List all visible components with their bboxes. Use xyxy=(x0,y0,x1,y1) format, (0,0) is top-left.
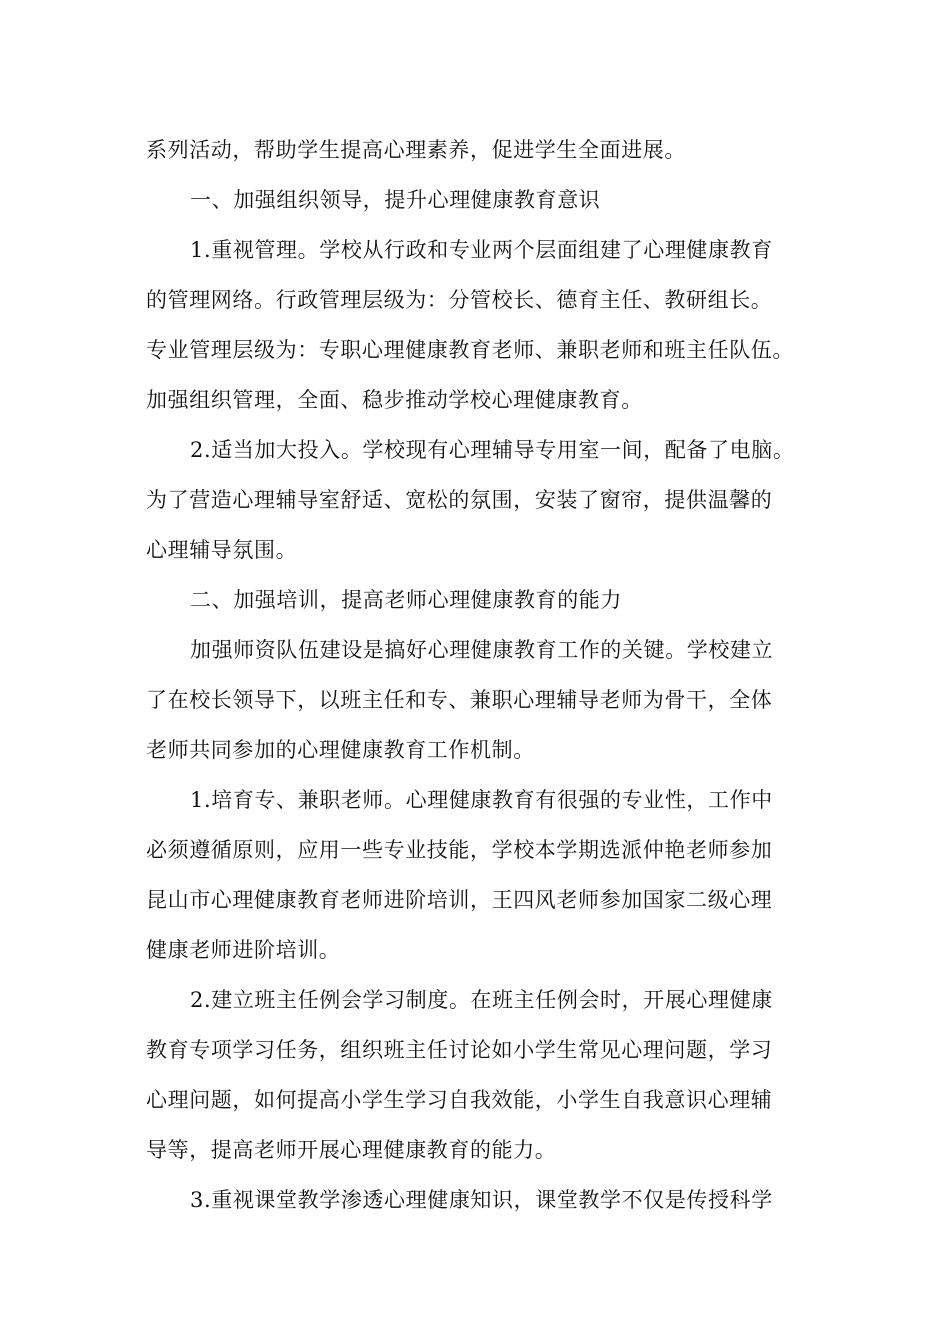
text-line-17: 健康老师进阶培训。 xyxy=(146,938,341,962)
text-line-21: 导等，提高老师开展心理健康教育的能力。 xyxy=(146,1138,557,1162)
text-line-22: 3.重视课堂教学渗透心理健康知识，课堂教学不仅是传授科学 xyxy=(190,1188,773,1212)
text-line-6: 加强组织管理，全面、稳步推动学校心理健康教育。 xyxy=(146,388,643,412)
text-line-12: 了在校长领导下，以班主任和专、兼职心理辅导老师为骨干，全体 xyxy=(146,688,773,712)
text-line-7: 2.适当加大投入。学校现有心理辅导专用室一间，配备了电脑。 xyxy=(190,438,795,462)
text-line-15: 必须遵循原则，应用一些专业技能，学校本学期选派仲艳老师参加 xyxy=(146,838,773,862)
text-line-11: 加强师资队伍建设是搞好心理健康教育工作的关键。学校建立 xyxy=(190,638,774,662)
text-line-4: 的管理网络。行政管理层级为：分管校长、德育主任、教研组长。 xyxy=(146,288,773,312)
text-line-1: 系列活动，帮助学生提高心理素养，促进学生全面进展。 xyxy=(146,138,686,162)
text-line-16: 昆山市心理健康教育老师进阶培训，王四风老师参加国家二级心理 xyxy=(146,888,773,912)
section-heading-1: 一、加强组织领导，提升心理健康教育意识 xyxy=(190,188,601,212)
text-line-19: 教育专项学习任务，组织班主任讨论如小学生常见心理问题，学习 xyxy=(146,1038,773,1062)
text-line-14: 1.培育专、兼职老师。心理健康教育有很强的专业性，工作中 xyxy=(190,788,773,812)
text-line-18: 2.建立班主任例会学习制度。在班主任例会时，开展心理健康 xyxy=(190,988,773,1012)
text-line-9: 心理辅导氛围。 xyxy=(146,538,298,562)
text-line-8: 为了营造心理辅导室舒适、宽松的氛围，安装了窗帘，提供温馨的 xyxy=(146,488,773,512)
text-line-3: 1.重视管理。学校从行政和专业两个层面组建了心理健康教育 xyxy=(190,238,773,262)
section-heading-2: 二、加强培训，提高老师心理健康教育的能力 xyxy=(190,588,622,612)
text-line-13: 老师共同参加的心理健康教育工作机制。 xyxy=(146,738,535,762)
text-line-5: 专业管理层级为：专职心理健康教育老师、兼职老师和班主任队伍。 xyxy=(146,338,794,362)
text-line-20: 心理问题，如何提高小学生学习自我效能，小学生自我意识心理辅 xyxy=(146,1088,773,1112)
